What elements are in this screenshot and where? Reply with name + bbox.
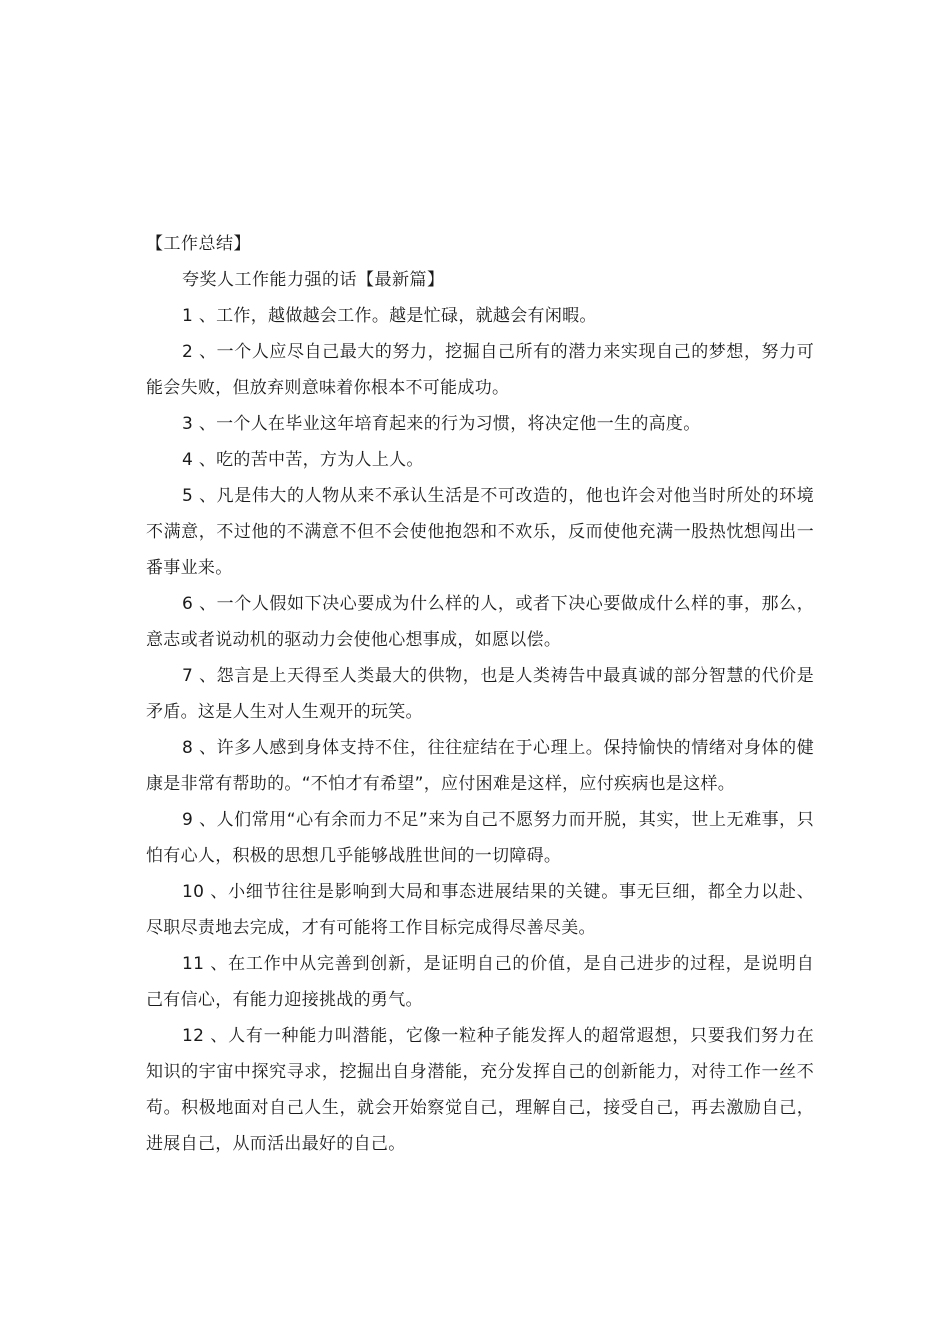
quote-item-5: 5 、凡是伟大的人物从来不承认生活是不可改造的，他也许会对他当时所处的环境不满意，不过他的不满意不但不会使他抱怨和不欢乐，反而使他充满一股热忱想闯出一番事业来。 [146,486,814,578]
quote-item-2: 2 、一个人应尽自己最大的努力，挖掘自己所有的潜力来实现自己的梦想，努力可能会失败，但放弃则意味着你根本不可能成功。 [146,342,814,398]
document-title: 夸奖人工作能力强的话【最新篇】 [182,270,445,290]
quote-item-8: 8 、许多人感到身体支持不住，往往症结在于心理上。保持愉快的情绪对身体的健康是非常有帮助的。“不怕才有希望”，应付困难是这样，应付疾病也是这样。 [146,738,814,794]
quote-item-1: 1 、工作，越做越会工作。越是忙碌，就越会有闲暇。 [182,306,597,326]
quote-item-4: 4 、吃的苦中苦，方为人上人。 [182,450,424,470]
document-page [146,226,814,1162]
quote-item-9: 9 、人们常用“心有余而力不足”来为自己不愿努力而开脱，其实，世上无难事，只怕有心人，积极的思想几乎能够战胜世间的一切障碍。 [146,810,814,866]
section-label: 【工作总结】 [146,234,251,254]
quote-item-11: 11 、在工作中从完善到创新，是证明自己的价值，是自己进步的过程，是说明自己有信心，有能力迎接挑战的勇气。 [146,954,814,1010]
quote-item-10: 10 、小细节往往是影响到大局和事态进展结果的关键。事无巨细，都全力以赴、尽职尽责地去完成，才有可能将工作目标完成得尽善尽美。 [146,882,814,938]
quote-item-12: 12 、人有一种能力叫潜能，它像一粒种子能发挥人的超常遐想，只要我们努力在知识的宇宙中探究寻求，挖掘出自身潜能，充分发挥自己的创新能力，对待工作一丝不苟。积极地面对自己人生，就会开始察觉自己，理解自己，接受自己，再去激励自己，进展自己，从而活出最好的自己。 [146,1026,814,1154]
quote-item-3: 3 、一个人在毕业这年培育起来的行为习惯，将决定他一生的高度。 [182,414,701,434]
quote-item-6: 6 、一个人假如下决心要成为什么样的人，或者下决心要做成什么样的事，那么，意志或者说动机的驱动力会使他心想事成，如愿以偿。 [146,594,814,650]
quote-item-7: 7 、怨言是上天得至人类最大的供物，也是人类祷告中最真诚的部分智慧的代价是矛盾。这是人生对人生观开的玩笑。 [146,666,814,722]
